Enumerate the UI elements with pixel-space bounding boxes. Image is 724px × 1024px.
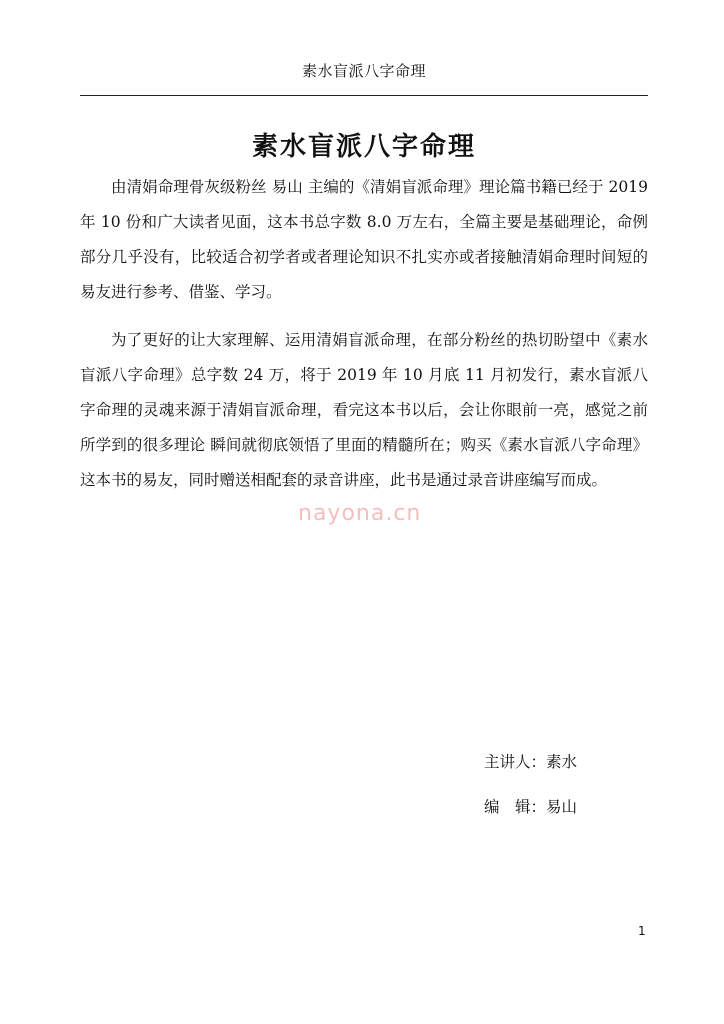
credits-block <box>484 740 577 830</box>
speaker-name: 素水 <box>546 753 578 771</box>
watermark: nayona.cn <box>298 501 422 526</box>
paragraph-intro: 由清娟命理骨灰级粉丝 易山 主编的《清娟盲派命理》理论篇书籍已经于 2019 年 10 份和广大读者见面，这本书总字数 8.0 万左右，全篇主要是基础理论，命例部分几乎没有，比较适合初学者或者理论知识不扎实亦或者接触清娟命理时间短的易友进行参考、借鉴、学习。 <box>80 178 648 301</box>
body-text <box>80 170 648 498</box>
editor-name: 易山 <box>546 798 578 816</box>
paragraph-release: 为了更好的让大家理解、运用清娟盲派命理，在部分粉丝的热切盼望中《素水盲派八字命理》总字数 24 万，将于 2019 年 10 月底 11 月初发行，素水盲派八字命理的灵魂来源于清娟盲派命理，看完这本书以后，会让你眼前一亮，感觉之前所学到的很多理论 瞬间就彻底领悟了里面的精髓所在；购买《素水盲派八字命理》这本书的易友，同时赠送相配套的录音讲座，此书是通过录音讲座编写而成。 <box>80 331 648 489</box>
document-title: 素水盲派八字命理 <box>251 132 476 162</box>
speaker-label: 主讲人： <box>484 753 547 771</box>
page-number: 1 <box>638 924 646 938</box>
speaker-credit <box>484 740 577 785</box>
header-rule <box>80 95 648 96</box>
editor-label: 编 辑： <box>484 798 547 816</box>
editor-credit <box>484 785 577 830</box>
running-header: 素水盲派八字命理 <box>301 62 426 80</box>
